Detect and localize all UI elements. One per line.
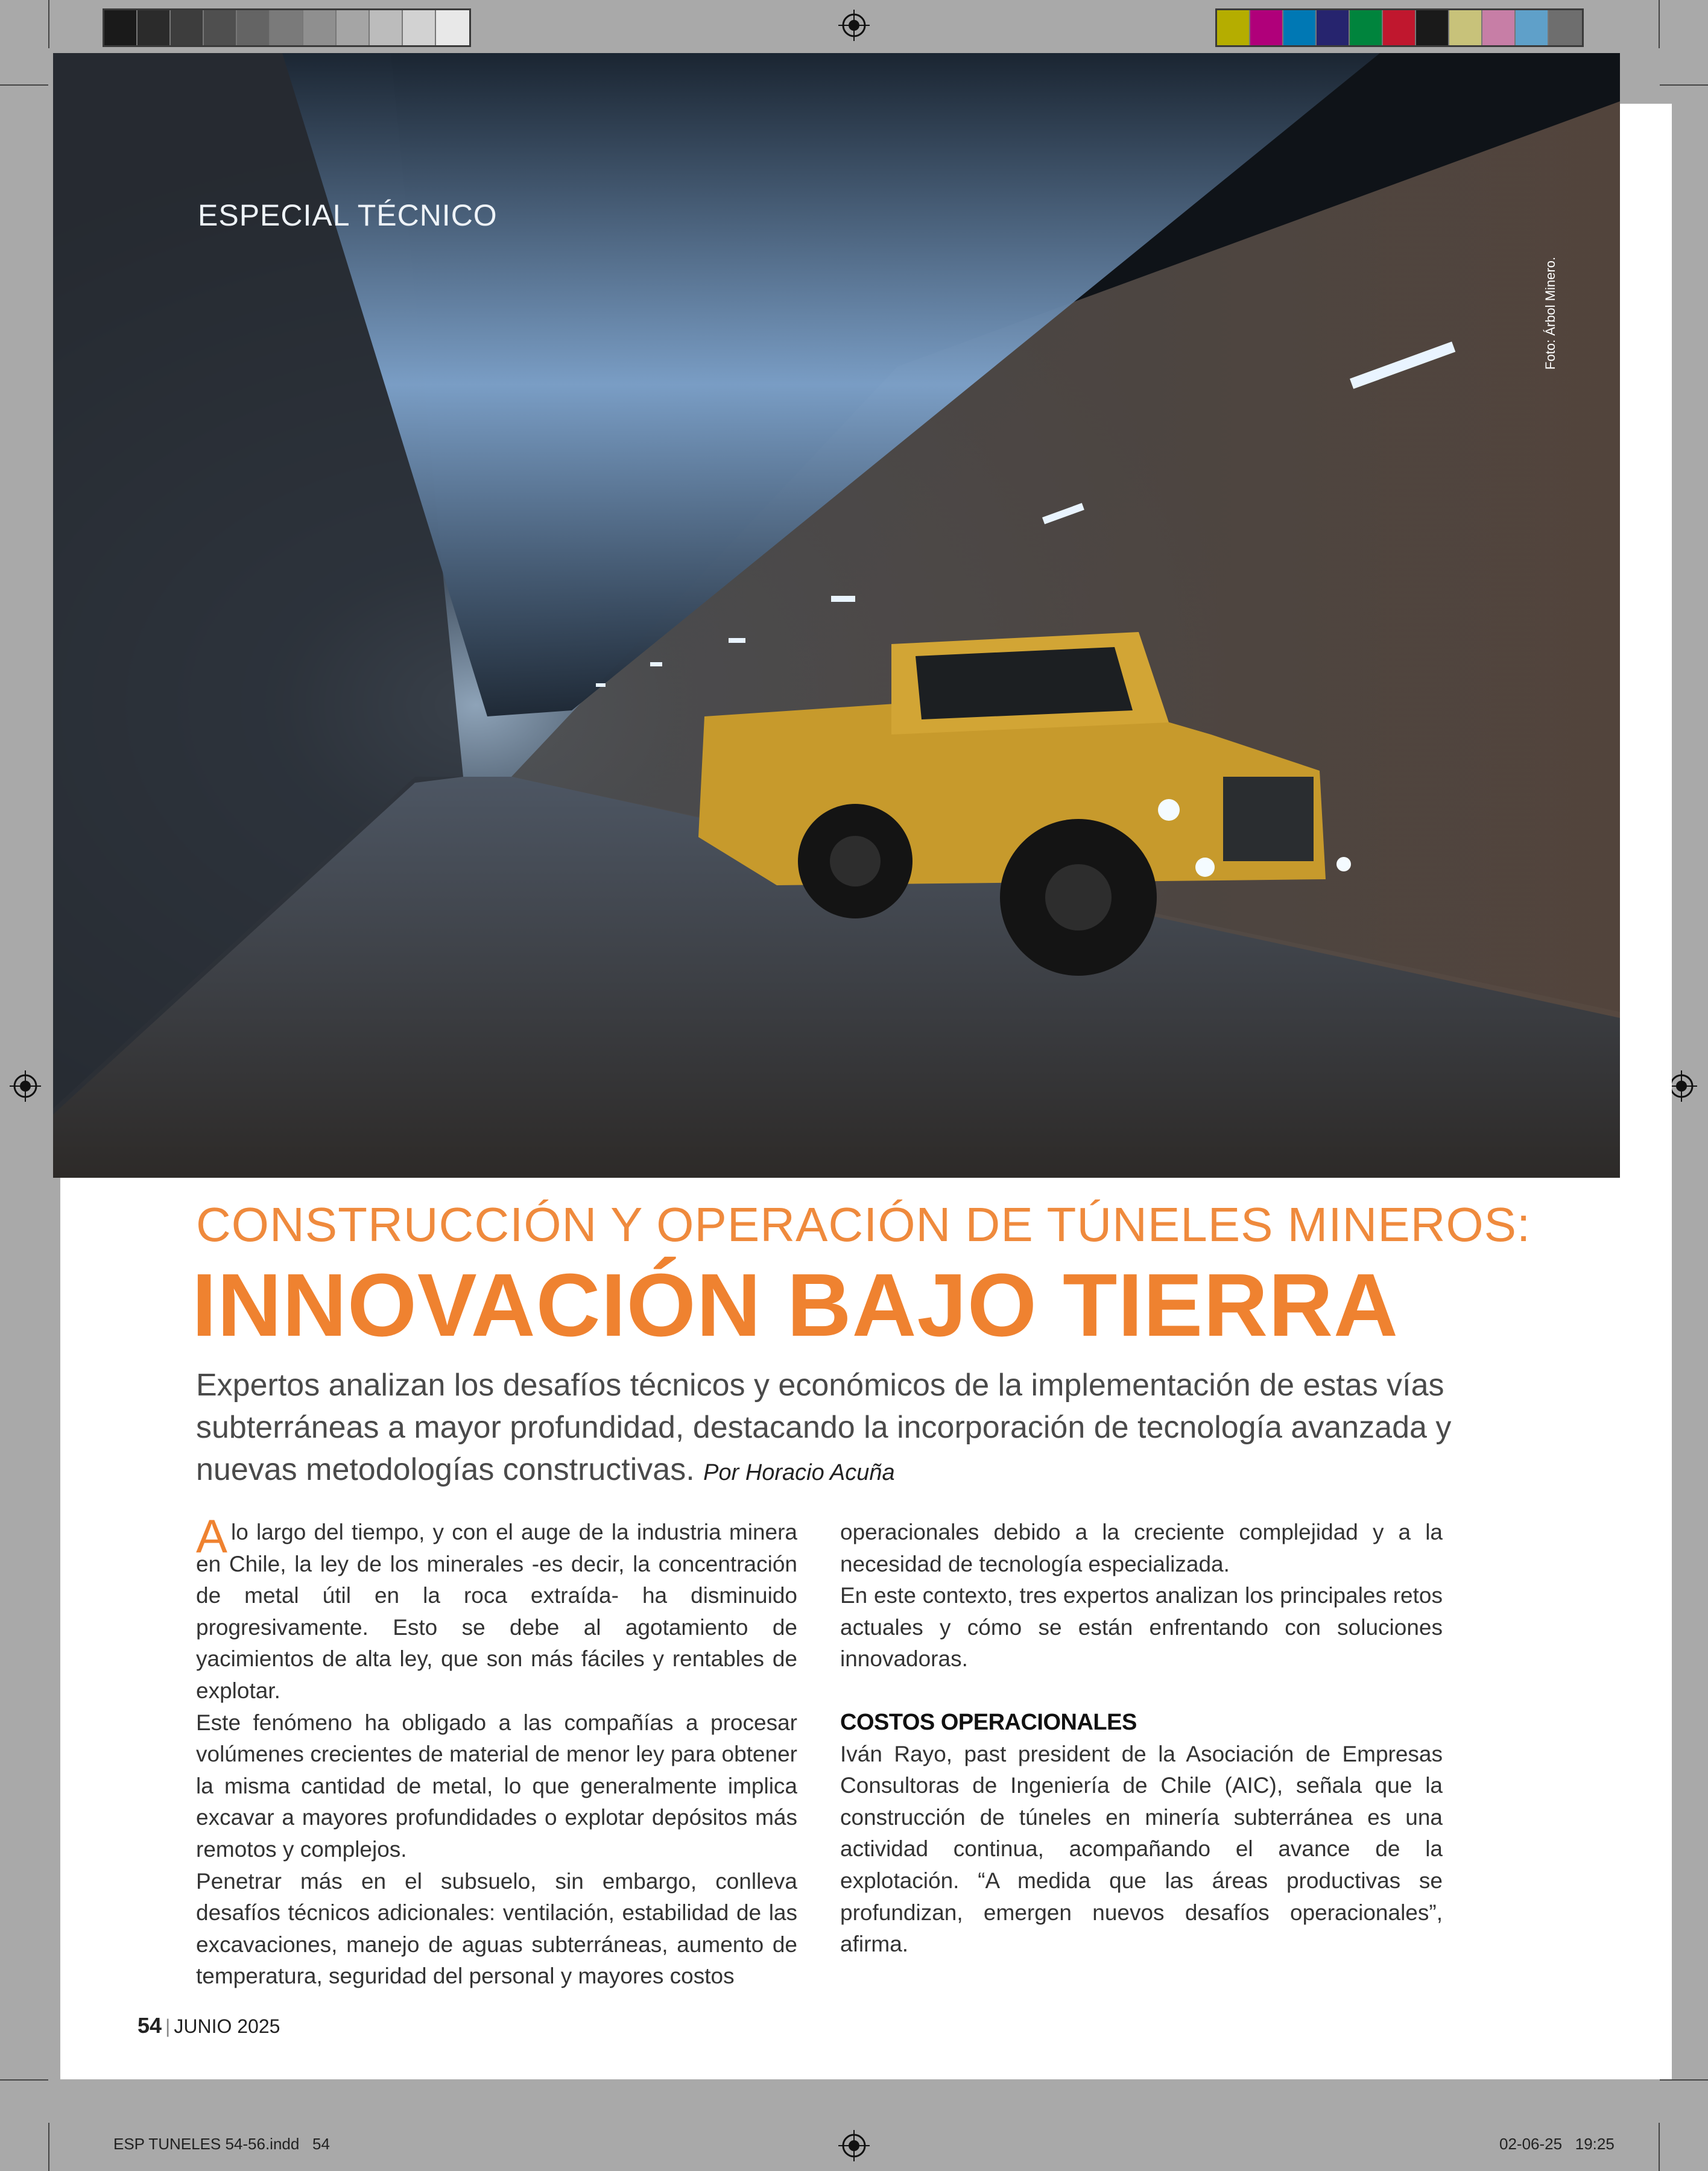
color-swatch — [237, 10, 270, 45]
color-swatch-strip — [1215, 8, 1584, 47]
color-swatch — [1317, 10, 1350, 45]
color-swatch — [138, 10, 171, 45]
color-swatch — [1217, 10, 1250, 45]
body-column-right — [840, 1517, 1443, 1961]
section-subhead: COSTOS OPERACIONALES — [840, 1709, 1137, 1735]
color-swatch — [104, 10, 138, 45]
page-folio — [138, 2013, 280, 2038]
color-swatch — [1549, 10, 1582, 45]
paragraph: operacionales debido a la creciente complejidad y a la necesidad de tecnología especializada. — [840, 1520, 1443, 1576]
color-swatch — [370, 10, 403, 45]
crop-mark — [48, 0, 49, 48]
paragraph: Este fenómeno ha obligado a las compañías a procesar volúmenes crecientes de material de menor ley para obtener la misma cantidad de metal, lo que generalmente implica excavar a mayores profundidades o explotar depósitos más remotos y complejos. — [196, 1710, 797, 1862]
color-swatch — [436, 10, 469, 45]
color-swatch — [1283, 10, 1317, 45]
color-swatch — [403, 10, 436, 45]
body-column-left — [196, 1509, 797, 1992]
folio-separator: | — [165, 2015, 171, 2037]
color-swatch — [1416, 10, 1449, 45]
color-swatch — [1350, 10, 1383, 45]
color-swatch — [303, 10, 337, 45]
article-kicker: CONSTRUCCIÓN Y OPERACIÓN DE TÚNELES MINEROS: — [196, 1198, 1531, 1251]
color-swatch — [204, 10, 237, 45]
paragraph — [196, 1509, 797, 1707]
gray-swatch-strip — [103, 8, 471, 47]
crop-mark — [1659, 2123, 1660, 2171]
article-title: INNOVACIÓN BAJO TIERRA — [192, 1256, 1399, 1355]
slug-filename: ESP TUNELES 54-56.indd 54 — [113, 2135, 330, 2153]
paragraph: Iván Rayo, past president de la Asociación de Empresas Consultoras de Ingeniería de Chile (AIC), señala que la construcción de túneles en minería subterránea es una actividad continua, acompañando el avance de la explotación. “A medida que las áreas productivas se profundizan, emergen nuevos desafíos operacionales”, afirma. — [840, 1741, 1443, 1957]
registration-mark-icon — [838, 10, 870, 41]
color-swatch — [1449, 10, 1482, 45]
color-swatch — [337, 10, 370, 45]
crop-mark — [1660, 84, 1708, 86]
crop-mark — [0, 2079, 48, 2081]
hero-photo — [53, 53, 1620, 1178]
crop-mark — [1660, 2079, 1708, 2081]
section-label: ESPECIAL TÉCNICO — [198, 198, 498, 232]
crop-mark — [1659, 0, 1660, 48]
crop-mark — [48, 2123, 49, 2171]
registration-mark-icon — [838, 2130, 870, 2161]
color-swatch — [1482, 10, 1516, 45]
drop-cap: A — [196, 1509, 228, 1563]
color-swatch — [1250, 10, 1283, 45]
page-number: 54 — [138, 2013, 162, 2038]
registration-mark-icon — [10, 1070, 41, 1102]
article-deck — [196, 1364, 1457, 1494]
deck-text: Expertos analizan los desafíos técnicos y económicos de la implementación de estas vías subterráneas a mayor profundidad, destacando la incorporación de tecnología avanzada y nuevas metodologías constructivas. — [196, 1368, 1452, 1487]
photo-credit: Foto: Árbol Minero. — [1543, 256, 1558, 370]
byline: Por Horacio Acuña — [703, 1460, 895, 1485]
color-swatch — [1383, 10, 1416, 45]
issue-date: JUNIO 2025 — [174, 2015, 280, 2037]
slug-timestamp: 02-06-25 19:25 — [1499, 2135, 1615, 2153]
color-swatch — [1516, 10, 1549, 45]
color-swatch — [171, 10, 204, 45]
paragraph: Penetrar más en el subsuelo, sin embargo, conlleva desafíos técnicos adicionales: ventilación, estabilidad de las excavaciones, manejo de aguas subterráneas, aumento de temperatura, seguridad del personal y mayores costos — [196, 1868, 797, 1989]
color-swatch — [270, 10, 303, 45]
paragraph: En este contexto, tres expertos analizan los principales retos actuales y cómo se están enfrentando con soluciones innovadoras. — [840, 1583, 1443, 1672]
paragraph-text: lo largo del tiempo, y con el auge de la industria minera en Chile, la ley de los minerales -es decir, la concentración de metal útil en la roca extraída- ha disminuido progresivamente. Esto se debe al agotamiento de yacimientos de alta ley, que son más fáciles y rentables de explotar. — [196, 1520, 797, 1703]
crop-mark — [0, 84, 48, 86]
